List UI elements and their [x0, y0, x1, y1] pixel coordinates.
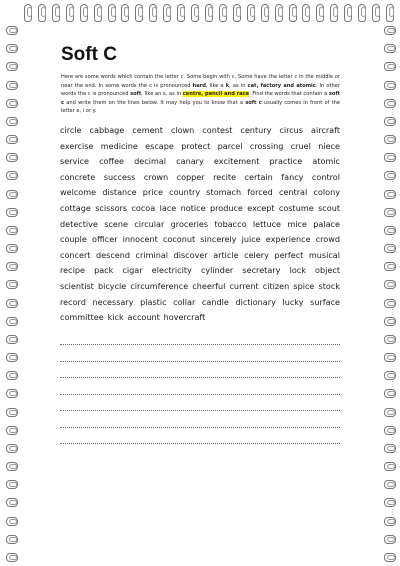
paperclip-icon — [6, 44, 18, 53]
paperclip-icon — [6, 117, 18, 126]
paperclip-icon — [384, 480, 396, 489]
paperclip-icon — [6, 26, 18, 35]
paperclip-icon — [384, 190, 396, 199]
paperclip-icon — [149, 4, 157, 22]
paperclip-icon — [6, 244, 18, 253]
paperclip-icon — [384, 62, 396, 71]
paperclip-icon — [384, 226, 396, 235]
paperclip-icon — [384, 353, 396, 362]
paperclip-icon — [384, 171, 396, 180]
paperclip-icon — [6, 389, 18, 398]
paperclip-icon — [384, 535, 396, 544]
paperclip-icon — [384, 208, 396, 217]
paperclip-icon — [6, 462, 18, 471]
paperclip-icon — [6, 62, 18, 71]
paperclip-border-top — [24, 4, 394, 26]
paperclip-icon — [6, 135, 18, 144]
paperclip-icon — [6, 299, 18, 308]
paperclip-icon — [384, 462, 396, 471]
paperclip-border-right — [384, 26, 398, 562]
paperclip-icon — [6, 444, 18, 453]
word-list: circle cabbage cement clown contest century circus aircraft exercise medicine escape protect parcel crossing cruel niece service coffee decimal canary excitement practice atomic concrete success crown copper recite certain fancy control welcome distance price country stomach forced central colony cottage scissors cocoa lace notice produce except costume scout detective scene circular groceries tobacco lettuce mice palace couple officer innocent coconut sincerely juice experience crowd concert descend criminal discover article celery perfect musical recipe pack cigar electricity cylinder secretary lock object scientist bicycle circumference cheerful current citizen spice stock record necessary plastic collar candle dictionary lucky surface committee kick account hovercraft — [60, 124, 340, 323]
paperclip-icon — [6, 371, 18, 380]
answer-line[interactable] — [60, 332, 340, 346]
paperclip-icon — [191, 4, 199, 22]
paperclip-icon — [6, 517, 18, 526]
paperclip-icon — [6, 81, 18, 90]
paperclip-icon — [108, 4, 116, 22]
paperclip-icon — [6, 262, 18, 271]
page-title: Soft C — [61, 44, 117, 65]
paperclip-icon — [384, 26, 396, 35]
paperclip-icon — [6, 426, 18, 435]
paperclip-icon — [384, 117, 396, 126]
paperclip-icon — [66, 4, 74, 22]
paperclip-icon — [135, 4, 143, 22]
paperclip-icon — [177, 4, 185, 22]
paperclip-icon — [6, 190, 18, 199]
paperclip-icon — [316, 4, 324, 22]
paperclip-icon — [384, 371, 396, 380]
paperclip-icon — [6, 535, 18, 544]
paperclip-icon — [6, 480, 18, 489]
paperclip-icon — [384, 317, 396, 326]
highlighted-examples: centre, pencil and race — [182, 91, 250, 98]
paperclip-icon — [52, 4, 60, 22]
paperclip-icon — [384, 335, 396, 344]
paperclip-icon — [384, 135, 396, 144]
paperclip-icon — [384, 280, 396, 289]
paperclip-icon — [6, 171, 18, 180]
paperclip-icon — [384, 244, 396, 253]
answer-line[interactable] — [60, 381, 340, 395]
paperclip-icon — [6, 280, 18, 289]
paperclip-icon — [384, 498, 396, 507]
paperclip-icon — [384, 553, 396, 562]
paperclip-icon — [6, 498, 18, 507]
paperclip-icon — [94, 4, 102, 22]
paperclip-icon — [247, 4, 255, 22]
paperclip-icon — [330, 4, 338, 22]
answer-line[interactable] — [60, 398, 340, 412]
answer-line[interactable] — [60, 414, 340, 428]
paperclip-icon — [233, 4, 241, 22]
paperclip-icon — [38, 4, 46, 22]
paperclip-icon — [384, 299, 396, 308]
paperclip-border-left — [6, 26, 20, 562]
paperclip-icon — [6, 226, 18, 235]
paperclip-icon — [80, 4, 88, 22]
paperclip-icon — [24, 4, 32, 22]
paperclip-icon — [6, 553, 18, 562]
paperclip-icon — [384, 153, 396, 162]
paperclip-icon — [6, 353, 18, 362]
paperclip-icon — [261, 4, 269, 22]
paperclip-icon — [344, 4, 352, 22]
paperclip-icon — [6, 408, 18, 417]
paperclip-icon — [386, 4, 394, 22]
instructions: Here are some words which contain the letter c. Some begin with c. Some have the letter c in the middle or near the end. In some words the c is pronounced hard, like a k, as in cat, factory and atomic. In other words the c is pronounced soft, like an s, as in centre, pencil and race. Find the words that contain a soft c and write them on the lines below. It may help you to know that a soft c usually comes in front of the letter e, i or y. — [61, 74, 340, 115]
paperclip-icon — [384, 389, 396, 398]
paperclip-icon — [384, 99, 396, 108]
answer-line[interactable] — [60, 431, 340, 445]
paperclip-icon — [302, 4, 310, 22]
paperclip-icon — [205, 4, 213, 22]
paperclip-icon — [384, 426, 396, 435]
worksheet — [60, 44, 340, 447]
paperclip-icon — [358, 4, 366, 22]
paperclip-icon — [6, 99, 18, 108]
paperclip-icon — [372, 4, 380, 22]
paperclip-icon — [384, 81, 396, 90]
paperclip-icon — [384, 408, 396, 417]
paperclip-icon — [121, 4, 129, 22]
paperclip-icon — [163, 4, 171, 22]
answer-line[interactable] — [60, 365, 340, 379]
paperclip-icon — [6, 153, 18, 162]
paperclip-icon — [6, 317, 18, 326]
paperclip-icon — [384, 262, 396, 271]
paperclip-icon — [6, 208, 18, 217]
paperclip-icon — [6, 335, 18, 344]
answer-lines — [60, 332, 340, 445]
answer-line[interactable] — [60, 348, 340, 362]
paperclip-icon — [384, 44, 396, 53]
paperclip-icon — [275, 4, 283, 22]
paperclip-icon — [289, 4, 297, 22]
paperclip-icon — [384, 444, 396, 453]
paperclip-icon — [384, 517, 396, 526]
paperclip-icon — [219, 4, 227, 22]
